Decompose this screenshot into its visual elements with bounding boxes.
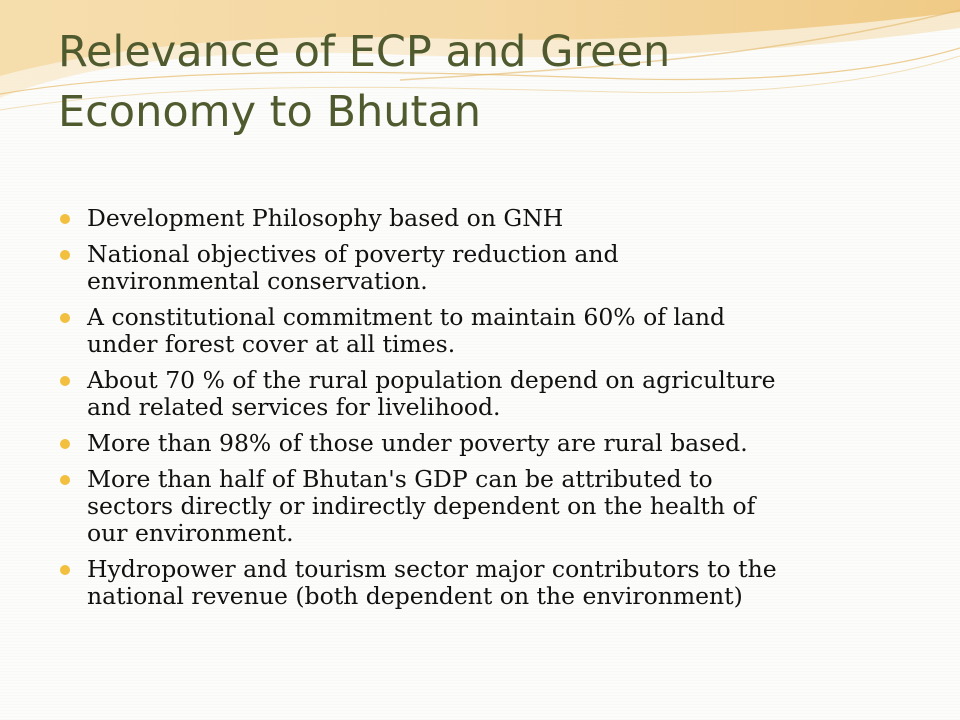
slide-title-line-2: Economy to Bhutan bbox=[58, 87, 481, 137]
bullet-text-line: More than 98% of those under poverty are rural based. bbox=[87, 429, 748, 457]
bullet-text-line: national revenue (both dependent on the environment) bbox=[87, 582, 743, 610]
bullet-item-gnh-philosophy bbox=[60, 205, 905, 232]
slide-title bbox=[58, 22, 918, 142]
bullet-text-line: and related services for livelihood. bbox=[87, 393, 501, 421]
bullet-marker-icon bbox=[60, 439, 70, 449]
slide-title-line-1: Relevance of ECP and Green bbox=[58, 27, 671, 77]
bullet-text-line: About 70 % of the rural population depend on agriculture bbox=[87, 366, 776, 394]
bullet-marker-icon bbox=[60, 376, 70, 386]
bullet-list bbox=[60, 205, 905, 619]
bullet-item-hydropower-tourism bbox=[60, 556, 905, 610]
bullet-text-line: our environment. bbox=[87, 519, 294, 547]
bullet-marker-icon bbox=[60, 475, 70, 485]
bullet-item-rural-agriculture bbox=[60, 367, 905, 421]
bullet-text-line: environmental conservation. bbox=[87, 267, 428, 295]
bullet-item-forest-cover bbox=[60, 304, 905, 358]
bullet-text-line: More than half of Bhutan's GDP can be attributed to bbox=[87, 465, 713, 493]
bullet-text-line: Development Philosophy based on GNH bbox=[87, 204, 564, 232]
bullet-item-gdp-environment bbox=[60, 466, 905, 547]
bullet-marker-icon bbox=[60, 313, 70, 323]
bullet-marker-icon bbox=[60, 250, 70, 260]
bullet-text-line: National objectives of poverty reduction and bbox=[87, 240, 619, 268]
bullet-marker-icon bbox=[60, 214, 70, 224]
bullet-item-national-objectives bbox=[60, 241, 905, 295]
bullet-marker-icon bbox=[60, 565, 70, 575]
bullet-text-line: sectors directly or indirectly dependent on the health of bbox=[87, 492, 756, 520]
bullet-text-line: A constitutional commitment to maintain 60% of land bbox=[87, 303, 726, 331]
bullet-text-line: under forest cover at all times. bbox=[87, 330, 456, 358]
bullet-item-rural-poverty bbox=[60, 430, 905, 457]
bullet-text-line: Hydropower and tourism sector major contributors to the bbox=[87, 555, 777, 583]
